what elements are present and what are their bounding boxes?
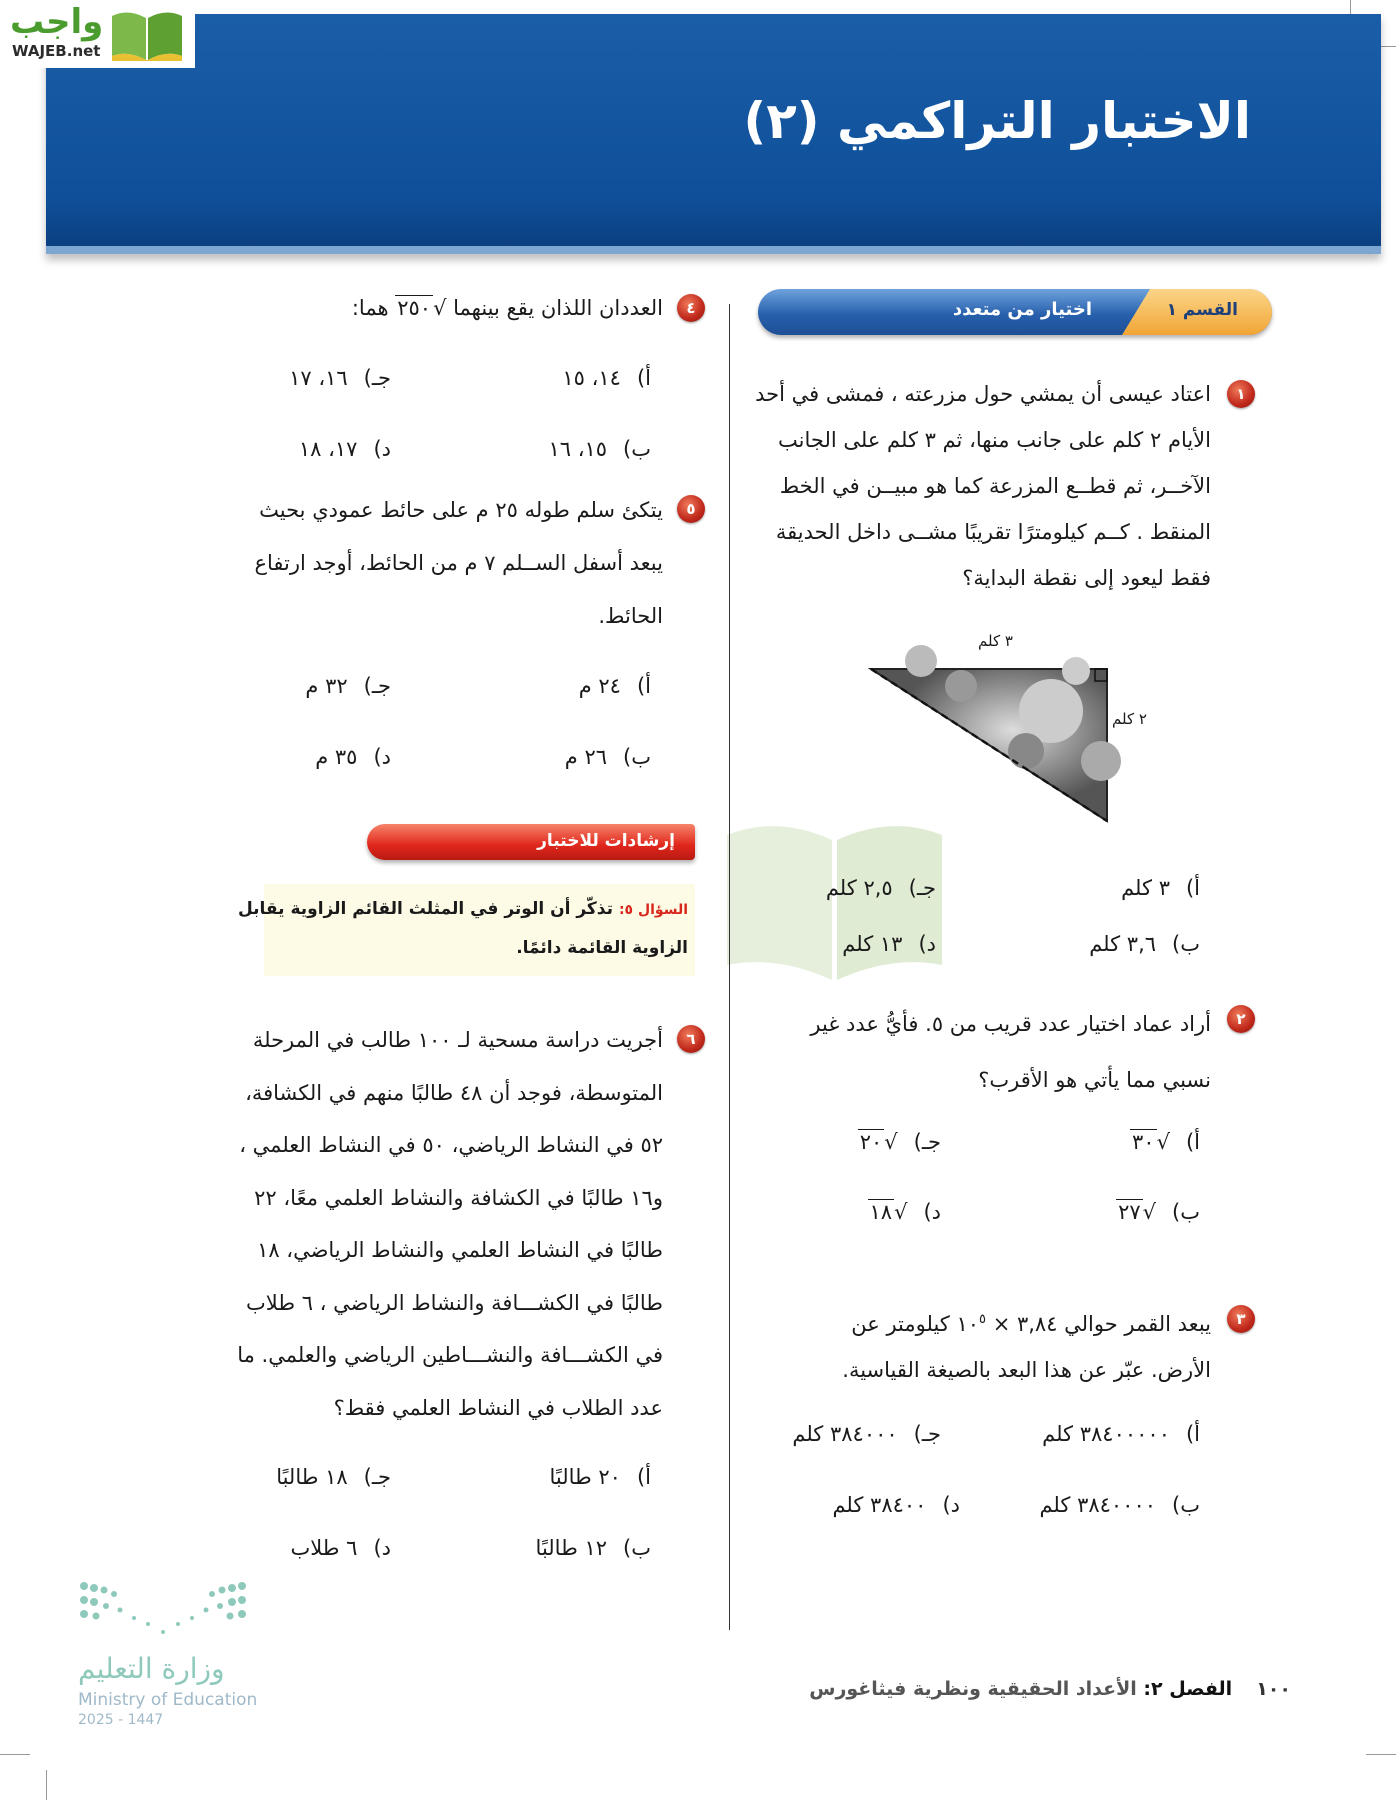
option-a[interactable] bbox=[562, 366, 651, 390]
ministry-year: 2025 - 1447 bbox=[78, 1712, 164, 1728]
text-line: نسبي مما يأتي هو الأقرب؟ bbox=[978, 1068, 1211, 1092]
text-line: و١٦ طالبًا في الكشافة والنشاط العلمي معًا، ٢٢ bbox=[254, 1185, 663, 1210]
text-line: عدد الطلاب في النشاط العلمي فقط؟ bbox=[333, 1395, 663, 1420]
exponent: ٥ bbox=[979, 1312, 987, 1327]
option-value: ١٥، ١٦ bbox=[548, 437, 608, 461]
option-label: جـ) bbox=[363, 674, 391, 698]
option-value: ١٣ كلم bbox=[842, 932, 903, 956]
text-line: طالبًا في النشاط العلمي والنشاط الرياضي، ١٨ bbox=[257, 1238, 663, 1262]
option-label: ب) bbox=[623, 437, 651, 461]
option-label: أ) bbox=[636, 674, 651, 698]
option-value: ١٢ طالبًا bbox=[535, 1536, 608, 1560]
question-number-badge: ٥ bbox=[677, 495, 705, 523]
option-label: جـ) bbox=[363, 1465, 391, 1489]
ministry-name-ar: وزارة التعليم bbox=[78, 1652, 225, 1685]
option-label: د) bbox=[942, 1493, 960, 1517]
chapter-label: الفصل ٢: bbox=[1143, 1678, 1233, 1700]
option-label: أ) bbox=[1185, 1422, 1200, 1446]
option-c[interactable] bbox=[858, 1130, 941, 1154]
text-line: الحائط. bbox=[598, 604, 663, 628]
crop-mark bbox=[0, 1754, 30, 1755]
sqrt-icon: √٢٧ bbox=[1118, 1200, 1157, 1224]
text-line: أراد عماد اختيار عدد قريب من ٥. فأيُّ عدد غير bbox=[810, 1012, 1211, 1036]
question-number-badge: ٣ bbox=[1227, 1305, 1255, 1333]
chapter-title: الأعداد الحقيقية ونظرية فيثاغورس bbox=[809, 1678, 1144, 1700]
option-c[interactable] bbox=[289, 366, 391, 390]
text-line: اعتاد عيسى أن يمشي حول مزرعته ، فمشى في أحد bbox=[755, 382, 1211, 406]
section-label: القسم ١ bbox=[1166, 300, 1238, 320]
option-label: ب) bbox=[1172, 1493, 1200, 1517]
option-value: ٣٢ م bbox=[305, 674, 348, 698]
text-part: يبعد القمر حوالي ٣,٨٤ × ١٠ bbox=[956, 1312, 1211, 1336]
option-a[interactable] bbox=[1130, 1130, 1200, 1154]
test-tips-title: إرشادات للاختبار bbox=[537, 831, 675, 851]
option-value: ٣٠ bbox=[1132, 1130, 1155, 1154]
crop-mark bbox=[46, 1770, 47, 1800]
option-label: ب) bbox=[1172, 1200, 1200, 1224]
option-value: ٢٤ م bbox=[578, 674, 621, 698]
figure-label-top: ٣ كلم bbox=[978, 632, 1013, 650]
option-a[interactable] bbox=[579, 674, 651, 698]
option-a[interactable] bbox=[549, 1465, 651, 1489]
option-d[interactable] bbox=[315, 745, 391, 769]
section-title: اختيار من متعدد bbox=[952, 299, 1092, 320]
text-line: الأيام ٢ كلم على جانب منها، ثم ٣ كلم على الجانب bbox=[778, 428, 1211, 452]
text-part: هما: bbox=[351, 296, 396, 320]
wajeb-watermark bbox=[722, 815, 947, 985]
question-3-text bbox=[842, 1297, 1211, 1393]
option-label: أ) bbox=[636, 1465, 651, 1489]
text-line: يبعد أسفل الســلم ٧ م من الحائط، أوجد ارتفاع bbox=[254, 551, 663, 575]
option-value: ٣ كلم bbox=[1121, 876, 1170, 900]
question-6-text bbox=[237, 1014, 663, 1434]
option-value: ٢,٥ كلم bbox=[825, 876, 893, 900]
sqrt-icon: √٣٠ bbox=[1132, 1130, 1170, 1154]
option-label: أ) bbox=[636, 366, 651, 390]
option-value: ٢٠ طالبًا bbox=[549, 1465, 621, 1489]
text-part: تذكّر أن الوتر في المثلث القائم الزاوية يقابل bbox=[237, 899, 619, 919]
option-b[interactable] bbox=[1039, 1493, 1200, 1517]
farm-triangle-figure bbox=[861, 631, 1151, 831]
text-line: الأرض. عبّر عن هذا البعد بالصيغة القياسية. bbox=[842, 1358, 1211, 1382]
question-4-text bbox=[352, 285, 663, 331]
text-line: الزاوية القائمة دائمًا. bbox=[516, 938, 688, 958]
option-value: ٣,٦ كلم bbox=[1089, 932, 1157, 956]
text-line: طالبًا في الكشـــافة والنشاط الرياضي ، ٦ طلاب bbox=[246, 1290, 663, 1315]
ministry-logo-icon bbox=[78, 1580, 248, 1640]
text-line bbox=[238, 890, 688, 929]
test-tip-text bbox=[238, 890, 688, 967]
text-line: المتوسطة، فوجد أن ٤٨ طالبًا منهم في الكشافة، bbox=[245, 1080, 663, 1105]
option-a[interactable] bbox=[1042, 1422, 1200, 1446]
sqrt-icon: √١٨ bbox=[869, 1200, 908, 1224]
option-label: جـ) bbox=[908, 876, 936, 900]
option-label: جـ) bbox=[913, 1130, 941, 1154]
logo-text-ar: واجب bbox=[10, 2, 104, 42]
text-line bbox=[842, 1297, 1211, 1347]
option-label: د) bbox=[373, 1536, 391, 1560]
option-b[interactable] bbox=[565, 745, 651, 769]
option-value: ١٨ طالبًا bbox=[276, 1465, 348, 1489]
text-line: فقط ليعود إلى نقطة البداية؟ bbox=[962, 566, 1211, 590]
option-b[interactable] bbox=[536, 1536, 651, 1560]
option-value: ٣٨٤٠٠ كلم bbox=[832, 1493, 927, 1517]
option-value: ٢٠ bbox=[859, 1130, 883, 1154]
option-c[interactable] bbox=[792, 1422, 941, 1446]
option-label: د) bbox=[373, 437, 391, 461]
option-value: ٢٧ bbox=[1118, 1200, 1141, 1224]
option-value: ١٦، ١٧ bbox=[289, 366, 348, 390]
option-value: ١٨ bbox=[869, 1200, 893, 1224]
option-label: د) bbox=[923, 1200, 941, 1224]
option-a[interactable] bbox=[1121, 876, 1200, 900]
book-icon bbox=[108, 6, 186, 62]
option-value: ٣٨٤٠٠٠٠ كلم bbox=[1039, 1493, 1157, 1517]
question-number-badge: ١ bbox=[1227, 380, 1255, 408]
option-d[interactable] bbox=[290, 1536, 391, 1560]
text-line: يتكئ سلم طوله ٢٥ م على حائط عمودي بحيث bbox=[259, 498, 663, 522]
option-label: جـ) bbox=[913, 1422, 941, 1446]
option-label: د) bbox=[373, 745, 391, 769]
section-header bbox=[758, 289, 1272, 335]
option-b[interactable] bbox=[1089, 932, 1200, 956]
text-line: أجريت دراسة مسحية لـ ١٠٠ طالب في المرحلة bbox=[252, 1028, 663, 1052]
text-part: العددان اللذان يقع بينهما bbox=[446, 296, 663, 320]
question-1-text bbox=[755, 371, 1211, 601]
question-number-badge: ٦ bbox=[677, 1025, 705, 1053]
page-footer bbox=[809, 1678, 1291, 1700]
option-label: أ) bbox=[1185, 1130, 1200, 1154]
crop-mark bbox=[1366, 1754, 1396, 1755]
column-divider bbox=[729, 304, 730, 1630]
text-line: الآخــر، ثم قطــع المزرعة كما هو مبيــن في الخط bbox=[779, 474, 1211, 498]
option-label: ب) bbox=[623, 745, 651, 769]
option-c[interactable] bbox=[826, 876, 936, 900]
figure-label-side: ٢ كلم bbox=[1112, 710, 1147, 728]
text-line: المنقط . كــم كيلومترًا تقريبًا مشــى داخل الحديقة bbox=[775, 520, 1211, 544]
option-value: ٣٥ م bbox=[315, 745, 358, 769]
question-5-text bbox=[254, 484, 663, 643]
ministry-name-en: Ministry of Education bbox=[78, 1690, 258, 1710]
option-label: د) bbox=[918, 932, 936, 956]
option-c[interactable] bbox=[276, 1465, 391, 1489]
wajeb-logo bbox=[0, 0, 195, 68]
option-d[interactable] bbox=[832, 1493, 960, 1517]
question-number-badge: ٤ bbox=[677, 294, 705, 322]
option-value: ٣٨٤٠٠٠ كلم bbox=[792, 1422, 898, 1446]
option-d[interactable] bbox=[842, 932, 936, 956]
question-number-badge: ٢ bbox=[1227, 1005, 1255, 1033]
text-part: كيلومتر عن bbox=[851, 1312, 957, 1336]
option-value: ١٧، ١٨ bbox=[298, 437, 358, 461]
tip-question-label: السؤال ٥: bbox=[618, 902, 688, 918]
text-line: في الكشـــافة والنشـــاطين الرياضي والعلمي. ما bbox=[237, 1343, 663, 1367]
option-value: ٦ طلاب bbox=[290, 1536, 358, 1560]
option-d[interactable] bbox=[868, 1200, 942, 1224]
radicand: ٢٥٠ bbox=[397, 296, 432, 320]
option-value: ٢٦ م bbox=[564, 745, 608, 769]
page-number: ١٠٠ bbox=[1256, 1678, 1291, 1700]
logo-text-en: WAJEB.net bbox=[12, 42, 101, 60]
text-line: ٥٢ في النشاط الرياضي، ٥٠ في النشاط العلمي ، bbox=[239, 1133, 663, 1157]
option-c[interactable] bbox=[305, 674, 391, 698]
option-b[interactable] bbox=[548, 437, 651, 461]
option-b[interactable] bbox=[1116, 1200, 1200, 1224]
sqrt-icon: √٢٠ bbox=[859, 1130, 898, 1154]
option-label: ب) bbox=[623, 1536, 651, 1560]
option-label: جـ) bbox=[363, 366, 391, 390]
question-2-text bbox=[810, 996, 1211, 1108]
option-value: ٣٨٤٠٠٠٠٠ كلم bbox=[1042, 1422, 1170, 1446]
option-label: أ) bbox=[1185, 876, 1200, 900]
page-title: الاختبار التراكمي (٢) bbox=[743, 92, 1251, 150]
option-label: ب) bbox=[1172, 932, 1200, 956]
page-header-banner bbox=[46, 14, 1381, 254]
option-d[interactable] bbox=[299, 437, 391, 461]
sqrt-icon: √٢٥٠ bbox=[397, 296, 447, 320]
test-tips-header bbox=[367, 824, 695, 860]
option-value: ١٤، ١٥ bbox=[562, 366, 621, 390]
